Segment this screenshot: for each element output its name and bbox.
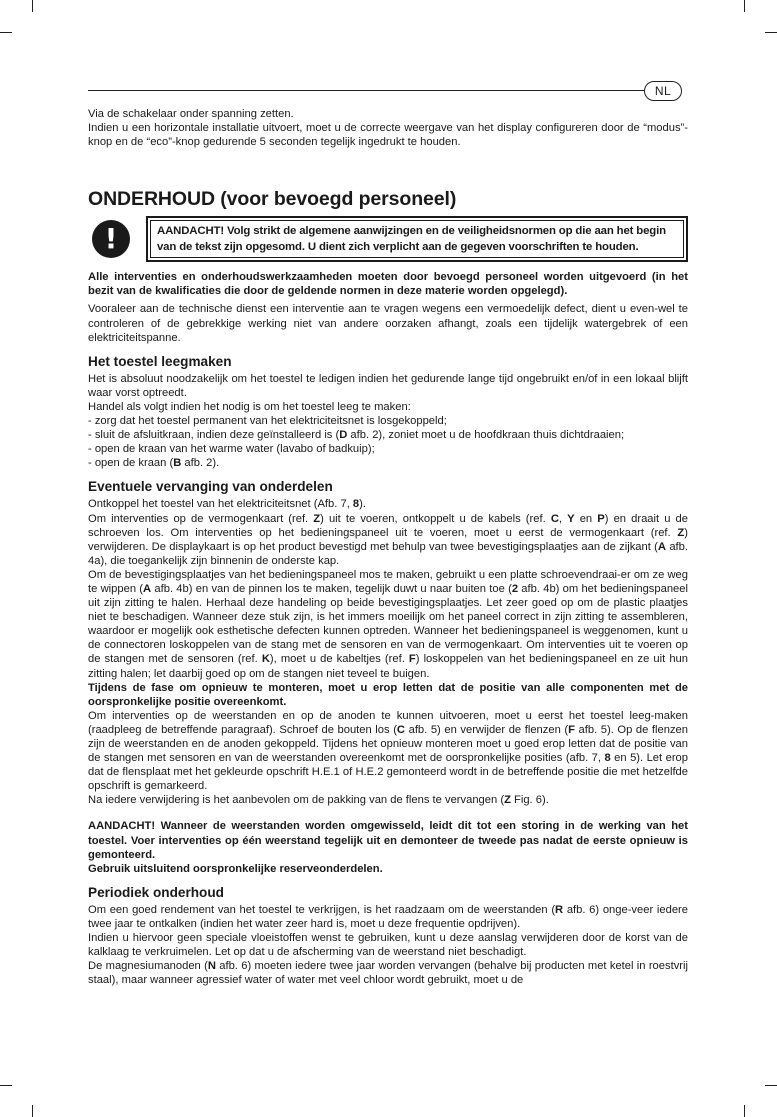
body-paragraph: Om interventies op de weerstanden en op de anoden te kunnen uitvoeren, moet u eerst het toestel leeg-maken (raadpleeg de betreffende paragraaf). Schroef de bouten los (C afb. 5) en verwijder de flenzen (F afb. 5). Op de flenzen zijn de weerstanden en de anoden gekoppeld. Tijdens het opnieuw monteren moet u goed erop letten dat de positie van de stangen met sensoren en van de weerstanden overeenkomt met de oorspronkelijke posities (afb. 7, 8 en 5). Let erop dat de flensplaat met het gekleurde opschrift H.E.1 of H.E.2 gemonteerd wordt in de betreffende positie die met hetzelfde opschrift is gemarkeerd. <box>88 709 688 793</box>
body-paragraph: Indien u hiervoor geen speciale vloeistoffen wenst te gebruiken, kunt u deze aanslag verwijderen door de korst van de kalklaag te verkruimelen. Let op dat u de afscherming van de weerstand niet beschadigt. <box>88 932 688 959</box>
bold-notice: Alle interventies en onderhoudswerkzaamheden moeten door bevoegd personeel worden uitgevoerd (in het bezit van de kwalificaties die door de geldende normen in deze materie worden opgelegd). <box>88 271 688 298</box>
crop-mark-right-bottom <box>765 1085 777 1086</box>
warning-notice: AANDACHT! Wanneer de weerstanden worden omgewisseld, leidt dit tot een storing in de werking van het toestel. Voer interventies op één weerstand tegelijk uit en demonteer de tweede pas nadat de eerste opnieuw is gemonteerd. <box>88 820 688 861</box>
body-paragraph: Na iedere verwijdering is het aanbevolen om de pakking van de flens te vervangen (Z Fig. 6). <box>88 794 549 807</box>
warning-notice: Gebruik uitsluitend oorspronkelijke reserveonderdelen. <box>88 862 383 875</box>
warning-text: AANDACHT! Volg strikt de algemene aanwijzingen en de veiligheidsnormen op die aan het begin van de tekst zijn opgesomd. U dient zich verplicht aan de gegeven voorschriften te houden. <box>150 220 684 258</box>
intro-paragraph: Indien u een horizontale installatie uitvoert, moet u de correcte weergave van het display configureren door de “modus”-knop en de “eco”-knop gedurende 5 seconden tegelijk ingedrukt te houden. <box>88 122 688 149</box>
crop-mark-bottom-right <box>744 1105 745 1117</box>
body-paragraph: De magnesiumanoden (N afb. 6) moeten iedere twee jaar worden vervangen (behalve bij producten met ketel in roestvrij staal), maar wanneer agressief water of water met veel chloor wordt gebruikt, moet u de <box>88 960 688 987</box>
crop-mark-bottom-left <box>32 1105 33 1117</box>
body-paragraph: Om interventies op de vermogenkaart (ref. Z) uit te voeren, ontkoppelt u de kabels (ref. C, Y en P) en draait u de schroeven los. Om interventies op het bedieningspaneel uit te voeren, moet u eerst de vermogenkaart (ref. Z) verwijderen. De displaykaart is op het product bevestigd met behulp van twee bevestigingsplaatjes aan de zijkant (A afb. 4a), die toegankelijk zijn binnenin de onderste kap. <box>88 512 688 567</box>
list-item: - zorg dat het toestel permanent van het elektriciteitsnet is losgekoppeld; <box>88 415 447 428</box>
intro-paragraph: Via de schakelaar onder spanning zetten. <box>88 108 294 120</box>
crop-mark-left-bottom <box>0 1085 12 1086</box>
crop-mark-top-left <box>32 0 33 12</box>
warning-block <box>88 216 688 262</box>
body-paragraph: Het is absoluut noodzakelijk om het toestel te ledigen indien het gedurende lange tijd ongebruikt en/of in een lokaal blijft waar vorst optreedt. <box>88 372 688 399</box>
section-title: ONDERHOUD (voor bevoegd personeel) <box>88 188 457 211</box>
subsection-title: Het toestel leegmaken <box>88 353 232 369</box>
body-paragraph: Handel als volgt indien het nodig is om het toestel leeg te maken: <box>88 400 411 413</box>
body-paragraph: Om een goed rendement van het toestel te verkrijgen, is het raadzaam om de weerstanden (R afb. 6) onge-veer iedere twee jaar te ontkalken (indien het water zeer hard is, moet u deze frequentie opdrijven). <box>88 903 688 930</box>
crop-mark-left-top <box>0 32 12 33</box>
exclamation-icon: ! <box>92 220 130 258</box>
crop-mark-top-right <box>744 0 745 12</box>
page-content <box>88 107 688 987</box>
warning-box <box>146 216 688 262</box>
bold-notice: Tijdens de fase om opnieuw te monteren, moet u erop letten dat de positie van alle componenten met de oorspronkelijke positie overeenkomt. <box>88 681 688 708</box>
body-paragraph: Om de bevestigingsplaatjes van het bedieningspaneel mos te maken, gebruikt u een platte schroevendraai-er om ze weg te wippen (A afb. 4b) en van de pinnen los te maken, tegelijk duwt u naar buiten toe (2 afb. 4b) om het bedieningspaneel uit zijn zitting te halen. Herhaal deze handeling op beide bevestigingsplaatjes. Let zeer goed op om de plastic plaatjes niet te beschadigen. Wanneer deze stuk zijn, is het immers moeilijk om het paneel correct in zijn zitting te assembleren, waardoor er mogelijk ook esthetische defecten kunnen optreden. Wanneer het bedieningspaneel is weggenomen, kunt u de connectoren loskoppelen van de stang met de sensoren en van de vermogenkaart. Om interventies uit te voeren op de stangen met de sensoren (ref. K), moet u de kabeltjes (ref. F) loskoppelen van het bedieningspaneel en ze uit hun zitting halen; let daarbij goed op om de stangen niet teveel te buigen. <box>88 568 688 680</box>
header-rule <box>88 90 644 91</box>
list-item: - open de kraan van het warme water (lavabo of badkuip); <box>88 443 375 456</box>
language-badge: NL <box>644 81 682 101</box>
crop-mark-right-top <box>765 32 777 33</box>
subsection-title: Eventuele vervanging van onderdelen <box>88 479 333 495</box>
subsection-title: Periodiek onderhoud <box>88 884 224 900</box>
body-paragraph: Ontkoppel het toestel van het elektriciteitsnet (Afb. 7, 8). <box>88 498 366 511</box>
list-item: - open de kraan (B afb. 2). <box>88 457 220 470</box>
body-paragraph: Vooraleer aan de technische dienst een interventie aan te vragen wegens een vermoedelijk defect, dient u even-wel te controleren of de gebrekkige werking niet van andere oorzaken afhangt, zoals een tijdelijk watergebrek of een elektriciteitspanne. <box>88 303 688 344</box>
list-item: - sluit de afsluitkraan, indien deze geïnstalleerd is (D afb. 2), zoniet moet u de hoofdkraan thuis dichtdraaien; <box>88 429 625 442</box>
